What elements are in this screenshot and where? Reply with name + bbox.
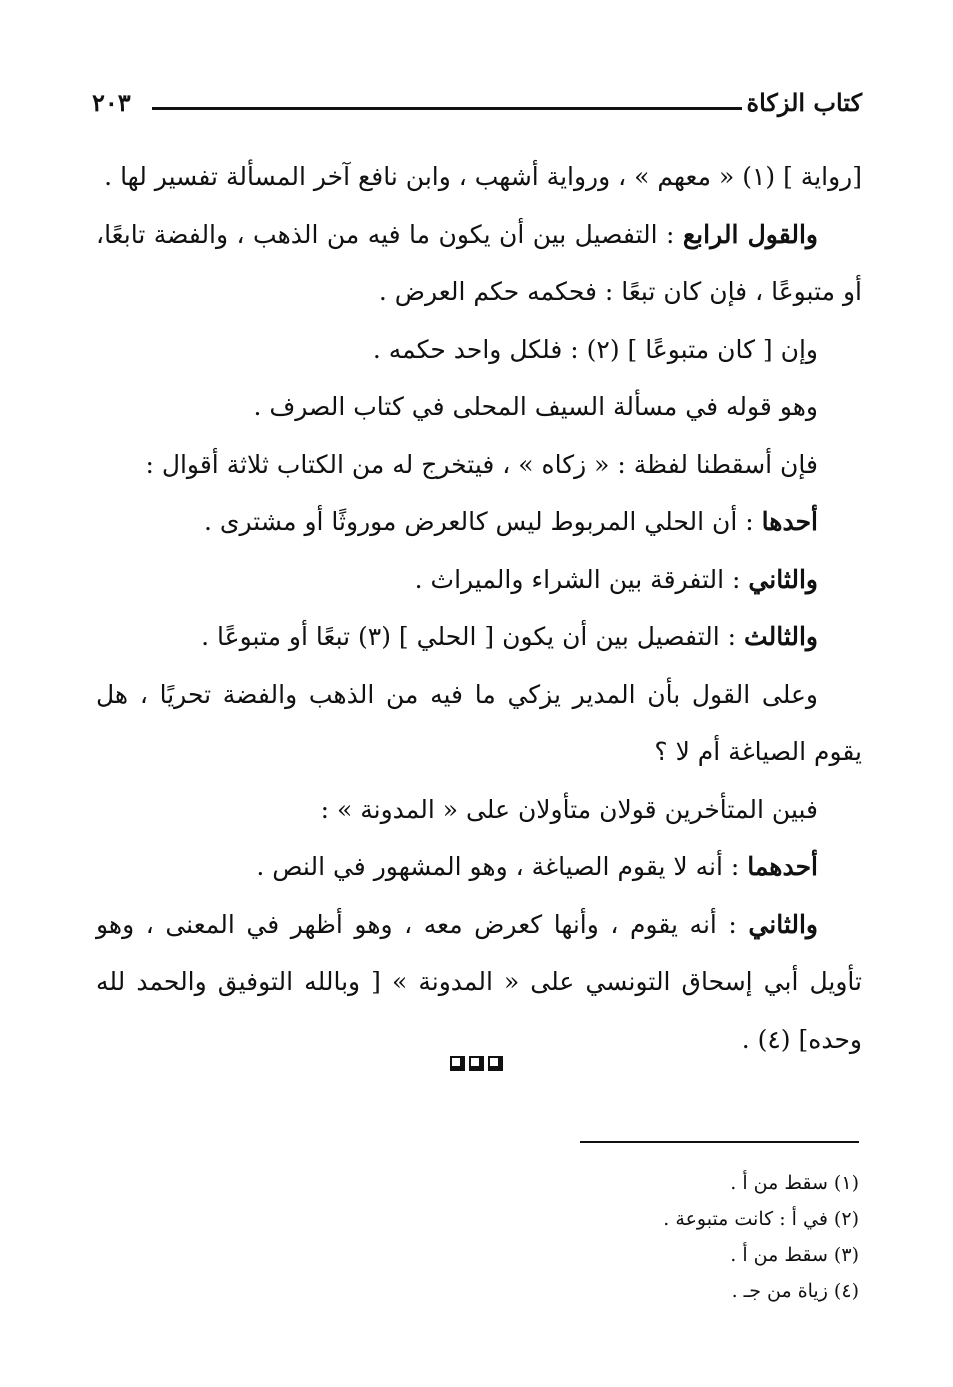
paragraph: وعلى القول بأن المدير يزكي ما فيه من الذهب والفضة تحريًا ، هل يقوم الصياغة أم لا ؟ [96, 679, 862, 766]
paragraph-lead: والقول الرابع [682, 219, 818, 249]
paragraph: والقول الرابع : التفصيل بين أن يكون ما فيه من الذهب ، والفضة تابعًا، أو متبوعًا ، فإن كان تبعًا : فحكمه حكم العرض . [96, 219, 862, 306]
footnote: (٢) في أ : كانت متبوعة . [663, 1208, 859, 1230]
paragraph: وإن [ كان متبوعًا ] (٢) : فلكل واحد حكمه . [372, 334, 818, 364]
paragraph: وهو قوله في مسألة السيف المحلى في كتاب الصرف . [253, 392, 818, 421]
paragraph: أحدهما : أنه لا يقوم الصياغة ، وهو المشهور في النص . [256, 852, 818, 881]
paragraph-lead: والثالث [744, 622, 818, 651]
paragraph: فبين المتأخرين قولان متأولان على « المدونة » : [320, 794, 818, 824]
paragraph: فإن أسقطنا لفظة : « زكاه » ، فيتخرج له من الكتاب ثلاثة أقوال : [145, 449, 818, 479]
paragraph-lead: أحدهما [747, 852, 818, 881]
paragraph-lead: أحدها [761, 507, 818, 536]
footnote: (٣) سقط من أ . [730, 1244, 859, 1266]
ornament-square-icon [488, 1056, 503, 1071]
page-number: ٢٠٣ [92, 88, 131, 117]
main-text [96, 148, 862, 1068]
paragraph-lead: والثاني [748, 909, 818, 939]
page-header [92, 88, 862, 128]
ornament-square-icon [450, 1056, 465, 1071]
footnote-separator [580, 1141, 859, 1143]
paragraph: [رواية ] (١) « معهم » ، ورواية أشهب ، وابن نافع آخر المسألة تفسير لها . [104, 162, 862, 191]
running-title: كتاب الزكاة [746, 88, 862, 117]
paragraph: والثاني : التفرقة بين الشراء والميراث . [414, 564, 818, 594]
paragraph: والثالث : التفصيل بين أن يكون [ الحلي ] (٣) تبعًا أو متبوعًا . [201, 622, 818, 651]
paragraph: أحدها : أن الحلي المربوط ليس كالعرض موروثًا أو مشترى . [204, 507, 818, 536]
ornament-square-icon [469, 1056, 484, 1071]
paragraph: والثاني : أنه يقوم ، وأنها كعرض معه ، وهو أظهر في المعنى ، وهو تأويل أبي إسحاق التونسي على « المدونة » [ وبالله التوفيق والحمد لله وحده] (٤) . [96, 909, 862, 1054]
footnote: (١) سقط من أ . [730, 1172, 859, 1194]
section-end-ornament [0, 1056, 953, 1071]
footnote: (٤) زياة من جـ . [731, 1280, 859, 1302]
footnotes [359, 1165, 859, 1309]
header-rule [152, 107, 742, 110]
paragraph-lead: والثاني [748, 564, 818, 594]
